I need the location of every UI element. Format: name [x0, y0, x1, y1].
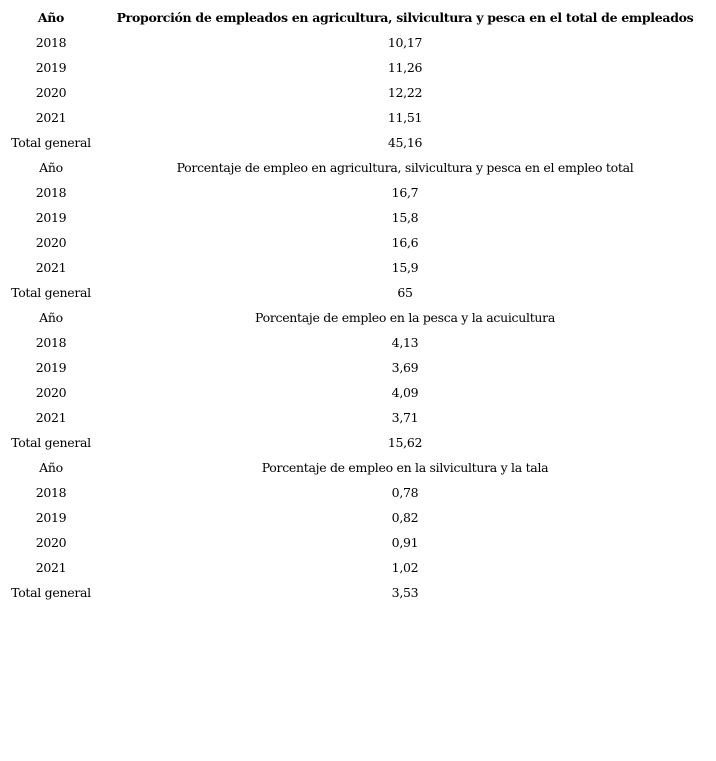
table-row	[0, 255, 708, 280]
section-header-row	[0, 455, 708, 480]
year-column-header: Año	[39, 310, 63, 325]
value-cell: 11,51	[387, 110, 423, 125]
year-cell: 2021	[35, 410, 67, 425]
value-cell: 65	[397, 285, 413, 300]
value-cell: 4,09	[391, 385, 419, 400]
value-cell: 15,62	[387, 435, 423, 450]
year-cell: 2020	[35, 385, 67, 400]
year-cell: 2018	[35, 185, 67, 200]
year-cell: 2020	[35, 85, 67, 100]
value-cell: 45,16	[387, 135, 423, 150]
value-cell: 15,9	[391, 260, 419, 275]
table-row	[0, 555, 708, 580]
value-cell: 1,02	[391, 560, 419, 575]
table-row	[0, 30, 708, 55]
year-cell: 2020	[35, 235, 67, 250]
table-row	[0, 180, 708, 205]
year-column-header: Año	[39, 460, 63, 475]
year-cell: 2020	[35, 535, 67, 550]
table-row	[0, 530, 708, 555]
value-cell: 4,13	[391, 335, 419, 350]
year-cell: 2021	[35, 110, 67, 125]
year-cell: 2018	[35, 335, 67, 350]
year-cell: 2018	[35, 35, 67, 50]
year-cell: 2019	[35, 360, 67, 375]
table-row	[0, 230, 708, 255]
year-cell: 2019	[35, 510, 67, 525]
value-cell: 16,7	[391, 185, 419, 200]
value-cell: 15,8	[391, 210, 419, 225]
value-cell: 3,69	[391, 360, 419, 375]
table-row	[0, 55, 708, 80]
value-cell: 3,71	[391, 410, 419, 425]
metric-column-header: Proporción de empleados en agricultura, silvicultura y pesca en el total de empleados	[116, 10, 694, 25]
employment-table	[0, 5, 708, 605]
year-column-header: Año	[39, 160, 63, 175]
value-cell: 3,53	[391, 585, 419, 600]
table-row	[0, 505, 708, 530]
total-row	[0, 430, 708, 455]
year-cell: 2019	[35, 210, 67, 225]
value-cell: 12,22	[387, 85, 423, 100]
year-column-header: Año	[37, 10, 65, 25]
table-row	[0, 380, 708, 405]
section-header-row	[0, 305, 708, 330]
year-cell: 2021	[35, 560, 67, 575]
table-row	[0, 405, 708, 430]
value-cell: 10,17	[387, 35, 423, 50]
year-cell: Total general	[11, 135, 91, 150]
table-row	[0, 480, 708, 505]
value-cell: 11,26	[387, 60, 423, 75]
value-cell: 0,78	[391, 485, 419, 500]
value-cell: 0,91	[391, 535, 419, 550]
year-cell: 2021	[35, 260, 67, 275]
table-row	[0, 355, 708, 380]
year-cell: Total general	[11, 435, 91, 450]
total-row	[0, 130, 708, 155]
metric-column-header: Porcentaje de empleo en la pesca y la acuicultura	[255, 310, 555, 325]
table-row	[0, 105, 708, 130]
year-cell: 2019	[35, 60, 67, 75]
section-header-row	[0, 155, 708, 180]
table-row	[0, 205, 708, 230]
metric-column-header: Porcentaje de empleo en agricultura, silvicultura y pesca en el empleo total	[176, 160, 634, 175]
table-row	[0, 80, 708, 105]
value-cell: 16,6	[391, 235, 419, 250]
table-row	[0, 330, 708, 355]
metric-column-header: Porcentaje de empleo en la silvicultura y la tala	[261, 460, 549, 475]
year-cell: Total general	[11, 285, 91, 300]
value-cell: 0,82	[391, 510, 419, 525]
year-cell: Total general	[11, 585, 91, 600]
year-cell: 2018	[35, 485, 67, 500]
total-row	[0, 580, 708, 605]
total-row	[0, 280, 708, 305]
section-header-row	[0, 5, 708, 30]
